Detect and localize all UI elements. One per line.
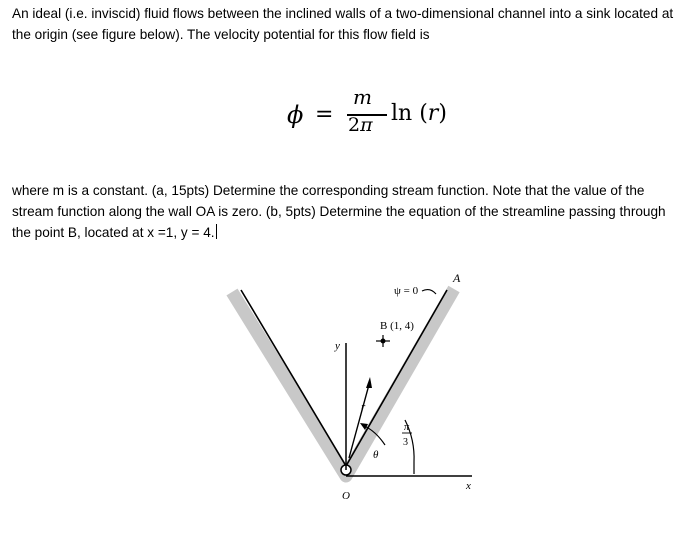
- question-text: where m is a constant. (a, 15pts) Determine the corresponding stream function. Note that the value of the stream function along the wall OA is zero. (b, 5pts) Determine the equation of the streamline passing through the point B, located at x =1, y = 4.: [12, 183, 666, 240]
- point-b-label: B (1, 4): [380, 320, 414, 332]
- r-label: r: [361, 401, 366, 413]
- radius-arrowhead: [366, 377, 372, 388]
- equals-sign: =: [315, 102, 334, 127]
- psi-label: ψ = 0: [394, 285, 419, 297]
- channel-walls: [232, 289, 454, 476]
- log-argument: r: [427, 101, 439, 126]
- argument-open: (: [412, 101, 428, 126]
- denominator-coefficient: 2: [348, 114, 361, 136]
- phi-symbol: ϕ: [287, 101, 304, 129]
- log-function: ln: [391, 101, 413, 126]
- problem-intro: An ideal (i.e. inviscid) fluid flows between the inclined walls of a two-dimensional channel into a sink located at the origin (see figure below). The velocity potential for this flow field is: [12, 6, 674, 42]
- theta-label: θ: [373, 449, 379, 461]
- origin-label: O: [342, 490, 350, 502]
- argument-close: ): [438, 101, 447, 126]
- y-axis-label: y: [335, 340, 340, 352]
- psi-leader-line: [422, 290, 436, 294]
- channel-inner-boundary: [241, 290, 447, 466]
- x-axis-label: x: [466, 480, 471, 492]
- angle-denominator: 3: [403, 437, 408, 448]
- denominator-pi: π: [360, 114, 373, 136]
- angle-numerator: π: [404, 422, 410, 433]
- point-a-label: A: [453, 271, 461, 285]
- fraction-numerator: m: [353, 85, 372, 109]
